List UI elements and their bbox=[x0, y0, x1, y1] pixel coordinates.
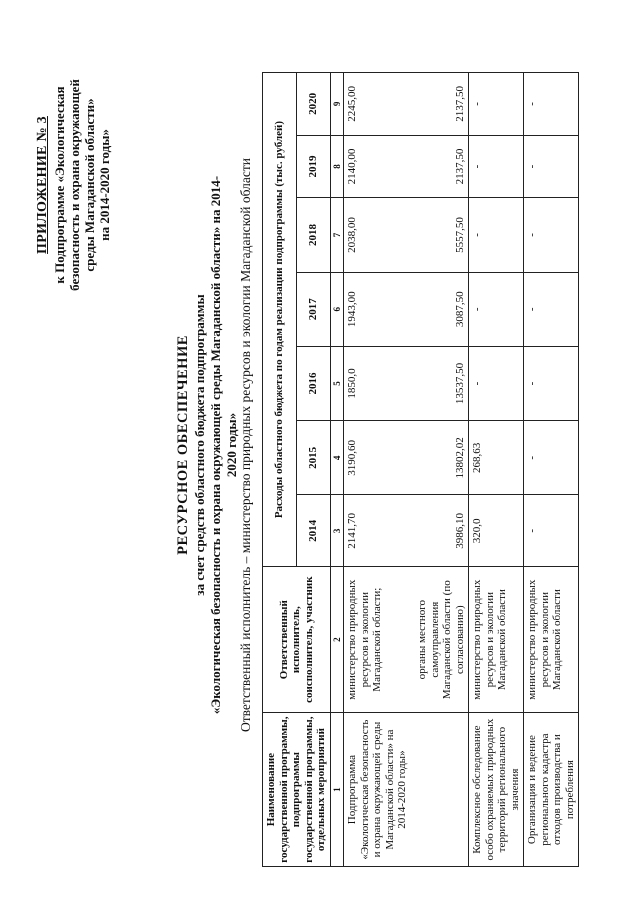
appendix-line: на 2014-2020 годы» bbox=[97, 129, 112, 241]
header-year: 2015 bbox=[296, 421, 330, 495]
value-primary: 2140,00 bbox=[346, 148, 358, 185]
title-sub: за счет средств областного бюджета подпрограммы bbox=[192, 294, 207, 596]
appendix-header bbox=[35, 55, 112, 315]
value-secondary: 5557,50 bbox=[453, 217, 466, 253]
program-name-cell: Организация и ведение регионального кадастра отходов производства и потребления bbox=[524, 713, 579, 867]
value-cell bbox=[344, 272, 469, 346]
header-row bbox=[263, 73, 297, 867]
value-primary: 1850,0 bbox=[346, 368, 358, 399]
value-cell: - bbox=[469, 272, 524, 346]
value-cell: - bbox=[524, 495, 579, 567]
value-cell: - bbox=[524, 198, 579, 272]
value-cell: - bbox=[524, 346, 579, 420]
value-primary: 2141,70 bbox=[346, 512, 358, 549]
column-index: 5 bbox=[330, 346, 344, 420]
executor-cell: министерство природных ресурсов и экологии Магаданской области bbox=[469, 567, 524, 713]
executor-name: органы местного самоуправления Магаданской области (по согласованию) bbox=[416, 580, 466, 700]
header-year: 2020 bbox=[296, 73, 330, 136]
value-cell: - bbox=[469, 346, 524, 420]
executor-name: министерство природных ресурсов и экологии Магаданской области; bbox=[346, 579, 383, 700]
column-index: 9 bbox=[330, 73, 344, 136]
value-cell bbox=[344, 346, 469, 420]
value-cell: - bbox=[524, 272, 579, 346]
value-cell: - bbox=[524, 421, 579, 495]
value-secondary: 13537,50 bbox=[453, 362, 466, 405]
value-primary: 3190,60 bbox=[346, 439, 358, 476]
value-cell: - bbox=[469, 135, 524, 198]
executor-cell bbox=[344, 567, 469, 713]
appendix-number: ПРИЛОЖЕНИЕ № 3 bbox=[35, 116, 50, 254]
column-index: 2 bbox=[330, 567, 344, 713]
value-secondary: 3087,50 bbox=[453, 291, 466, 328]
value-primary: 2245,00 bbox=[346, 85, 358, 122]
value-cell bbox=[344, 421, 469, 495]
resource-table bbox=[262, 72, 579, 867]
value-cell bbox=[344, 198, 469, 272]
value-cell bbox=[344, 73, 469, 136]
value-cell bbox=[344, 495, 469, 567]
program-name-cell: Комплексное обследование особо охраняемых природных территорий регионального значения bbox=[469, 713, 524, 867]
title-main: РЕСУРСНОЕ ОБЕСПЕЧЕНИЕ bbox=[175, 335, 191, 555]
program-name-cell: Подпрограмма «Экологическая безопасность и охрана окружающей среды Магаданской области» на 2014-2020 годы» bbox=[344, 713, 469, 867]
value-cell: 320,0 bbox=[469, 495, 524, 567]
value-primary: 2038,00 bbox=[346, 217, 358, 253]
value-cell: - bbox=[469, 73, 524, 136]
column-index: 3 bbox=[330, 495, 344, 567]
executor-cell: министерство природных ресурсов и экологии Магаданской области bbox=[524, 567, 579, 713]
value-cell bbox=[344, 135, 469, 198]
document-title bbox=[175, 165, 240, 725]
header-executor: Ответственный исполнитель, соисполнитель, участник bbox=[263, 567, 331, 713]
column-index: 1 bbox=[330, 713, 344, 867]
value-cell: - bbox=[469, 198, 524, 272]
header-year: 2019 bbox=[296, 135, 330, 198]
value-cell: - bbox=[524, 73, 579, 136]
column-index: 7 bbox=[330, 198, 344, 272]
header-program-name: Наименование государственной программы, подпрограммы государственной программы, отдельных мероприятий bbox=[263, 713, 331, 867]
table-row bbox=[344, 73, 469, 867]
value-primary: 1943,00 bbox=[346, 291, 358, 328]
column-index: 8 bbox=[330, 135, 344, 198]
value-cell: - bbox=[524, 135, 579, 198]
value-cell: 268,63 bbox=[469, 421, 524, 495]
header-year: 2017 bbox=[296, 272, 330, 346]
column-index: 4 bbox=[330, 421, 344, 495]
column-index-row bbox=[330, 73, 344, 867]
table-row bbox=[469, 73, 524, 867]
appendix-line: среды Магаданской области» bbox=[82, 98, 97, 272]
header-year: 2014 bbox=[296, 495, 330, 567]
appendix-line: безопасность и охрана окружающей bbox=[67, 79, 82, 291]
table-row bbox=[524, 73, 579, 867]
value-secondary: 3986,10 bbox=[453, 512, 466, 549]
responsible-executor-line: Ответственный исполнитель – министерство природных ресурсов и экологии Магаданской области bbox=[238, 157, 253, 733]
value-secondary: 2137,50 bbox=[453, 85, 466, 122]
title-sub: «Экологическая безопасность и охрана окружающей среды Магаданской области» на 2014-2020 годы» bbox=[208, 175, 239, 715]
value-secondary: 13802,02 bbox=[453, 437, 466, 479]
appendix-line: к Подпрограмме «Экологическая bbox=[52, 86, 67, 284]
value-secondary: 2137,50 bbox=[453, 148, 466, 185]
header-expenses: Расходы областного бюджета по годам реализации подпрограммы (тыс. рублей) bbox=[263, 73, 297, 567]
column-index: 6 bbox=[330, 272, 344, 346]
header-year: 2016 bbox=[296, 346, 330, 420]
header-year: 2018 bbox=[296, 198, 330, 272]
